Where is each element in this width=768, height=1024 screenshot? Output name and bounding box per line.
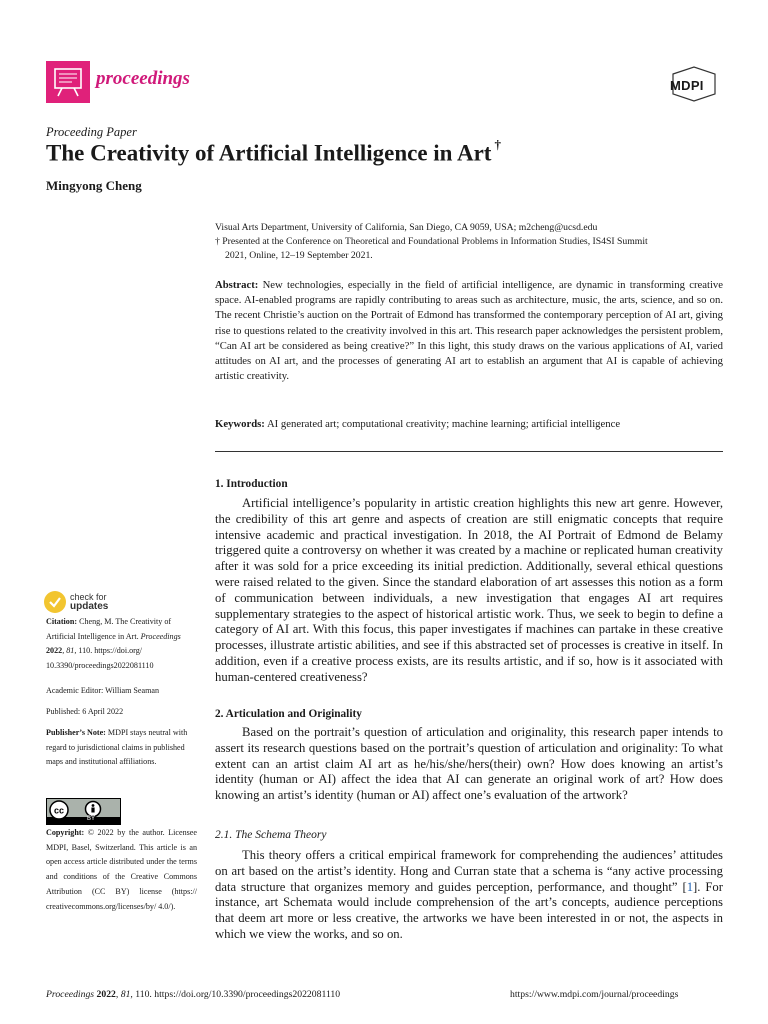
cc-by-label: BY	[87, 816, 96, 822]
copyright-label: Copyright:	[46, 828, 85, 837]
publisher-logo-text: MDPI	[670, 78, 704, 93]
abstract-text: New technologies, especially in the field of artificial intelligence, are dynamic in transforming creative space. AI-enabled programs are rapidly contributing to areas such as architecture, music, the arts, science, and so on. The recent Christie’s auction on the Portrait of Edmond has transformed the contemporary perception of AI art, giving rise to questions related to the creativity involved in this art. This research paper acknowledges the persistent problem, “Can AI art be considered as being creative?” In this light, this study draws on the various applications of AI, varied attitudes on AI art, and the processes of generating AI art to establish an argument that AI is capable of achieving artistic creativity.	[215, 279, 724, 383]
presentation-board-icon	[46, 61, 90, 103]
footer-volume: 81	[120, 989, 131, 1000]
citation-text: Cheng, M. The Creativity of Artificial Intelligence in Art.	[46, 617, 172, 641]
paper-type: Proceeding Paper	[46, 125, 137, 139]
copyright-notice	[46, 826, 197, 914]
citation-label: Citation:	[46, 617, 78, 626]
footer-journal: Proceedings	[46, 989, 95, 1000]
svg-text:cc: cc	[53, 805, 65, 816]
schema-paragraph	[215, 848, 723, 943]
footer-journal-url[interactable]: https://www.mdpi.com/journal/proceedings	[510, 989, 679, 1000]
paper-title	[46, 137, 501, 167]
citation-year: 2022	[46, 646, 63, 656]
footer-year: 2022	[96, 989, 116, 1000]
cc-license-badge[interactable]	[46, 798, 121, 825]
section-heading-articulation: 2. Articulation and Originality	[215, 708, 362, 720]
published-date: Published: 6 April 2022	[46, 707, 124, 716]
citation-journal: Proceedings	[140, 631, 181, 641]
updates-label: updates	[70, 601, 109, 612]
footer-citation: Proceedings 2022, 81, 110. https://doi.org/10.3390/proceedings2022081110	[46, 989, 341, 1000]
publisher-note	[46, 726, 197, 770]
journal-name: proceedings	[96, 68, 190, 89]
abstract	[215, 278, 723, 384]
paper-title-text: The Creativity of Artificial Intelligence in Art	[46, 140, 492, 166]
publisher-logo	[665, 66, 723, 102]
keywords	[215, 418, 723, 430]
introduction-paragraph: Artificial intelligence’s popularity in artistic creation highlights this new art genre. However, the credibility of this art genre and aspects of creation are still enigmatic concepts that require intensive academic and practical investigation. In 2018, the AI Portrait of Edmond de Belamy triggered quite a controversy on whether it was created by a machine or replicated human creativity after it was sold for a price exceeding its initial prediction. Additionally, several ethical questions were raised related to the given. Since the standard elaboration of art assesses this notion as a form of communication between individuals, a new investigation that engages AI art requires supplementary strategies to the aspect of historical artistic work. Thus, we seek to begin to define a category of AI art. With this focus, this paper investigates if machines can partake in these creative processes, illustrate artistic abilities, and see if this abstracted set of processes is creative in itself. In addition, even if a creative process exists, are its results artistic, and if so, how is it associated with human-centered creativeness?	[215, 496, 723, 684]
check-label: check for	[70, 592, 107, 602]
footer-doi[interactable]: , 110. https://doi.org/10.3390/proceedings2022081110	[130, 989, 341, 1000]
conference-note-line2: 2021, Online, 12–19 September 2021.	[225, 250, 373, 261]
check-for-updates-badge[interactable]	[44, 591, 144, 615]
citation-doi[interactable]: , 110. https://doi.org/ 10.3390/proceedings2022081110	[46, 646, 154, 671]
publisher-note-label: Publisher’s Note:	[46, 728, 106, 737]
schema-text-a: This theory offers a critical empirical framework for comprehending the audiences’ attitudes on art based on the artist’s identity. Hong and Curran state that a schema is “any active processing data structure that organizes memory and guides perception, performance, and thought” [	[215, 848, 723, 894]
keywords-text: AI generated art; computational creativity; machine learning; artificial intelligence	[266, 418, 621, 430]
reference-link[interactable]: 1	[686, 879, 694, 894]
academic-editor: Academic Editor: William Seaman	[46, 686, 160, 695]
author-name: Mingyong Cheng	[46, 178, 142, 193]
conference-note-line1: † Presented at the Conference on Theoretical and Foundational Problems in Information Studies, IS4SI Summit	[215, 236, 648, 247]
keywords-label: Keywords:	[215, 418, 265, 430]
affiliation: Visual Arts Department, University of California, San Diego, CA 9059, USA; m2cheng@ucsd.edu	[215, 222, 598, 233]
divider	[215, 451, 723, 452]
title-footnote-mark: †	[494, 137, 501, 152]
citation-volume: 81	[66, 646, 75, 656]
subsection-heading-schema: 2.1. The Schema Theory	[215, 829, 327, 841]
citation-block: Citation: Cheng, M. The Creativity of Artificial Intelligence in Art. Proceedings 2022, 81, 110. https://doi.org/ 10.3390/proceedings2022081110	[46, 617, 181, 671]
journal-logo	[46, 61, 90, 103]
section-heading-introduction: 1. Introduction	[215, 478, 288, 490]
publisher-note-text: MDPI stays neutral with regard to jurisdictional claims in published maps and institutional affiliations.	[46, 728, 188, 767]
check-icon	[44, 591, 66, 613]
schema-text-b: ]. For instance, art Schemata would include comprehension of the art’s concepts, audience perceptions that deem art more or less creative, the artworks we have been interested in or not, the aspects in which we view the works, and so on.	[215, 879, 723, 941]
creative-commons-icon	[47, 799, 120, 824]
abstract-label: Abstract:	[215, 279, 259, 291]
articulation-paragraph: Based on the portrait’s question of articulation and originality, this research paper intends to assert its research questions based on the portrait’s question of articulation and originality: To what extent can an artist claim AI art as he/his/she/hers(their) own? How does knowing an artist’s identity (human or AI) affect the idea that AI can generate an original work of art? How does knowing an artist’s identity (human or AI) affect one’s evaluation of the artwork?	[215, 725, 723, 803]
copyright-text: © 2022 by the author. Licensee MDPI, Basel, Switzerland. This article is an open access article distributed under the terms and conditions of the Creative Commons Attribution (CC BY) license (https:// creativecommons.org/licenses/by/ 4.0/).	[46, 828, 197, 911]
